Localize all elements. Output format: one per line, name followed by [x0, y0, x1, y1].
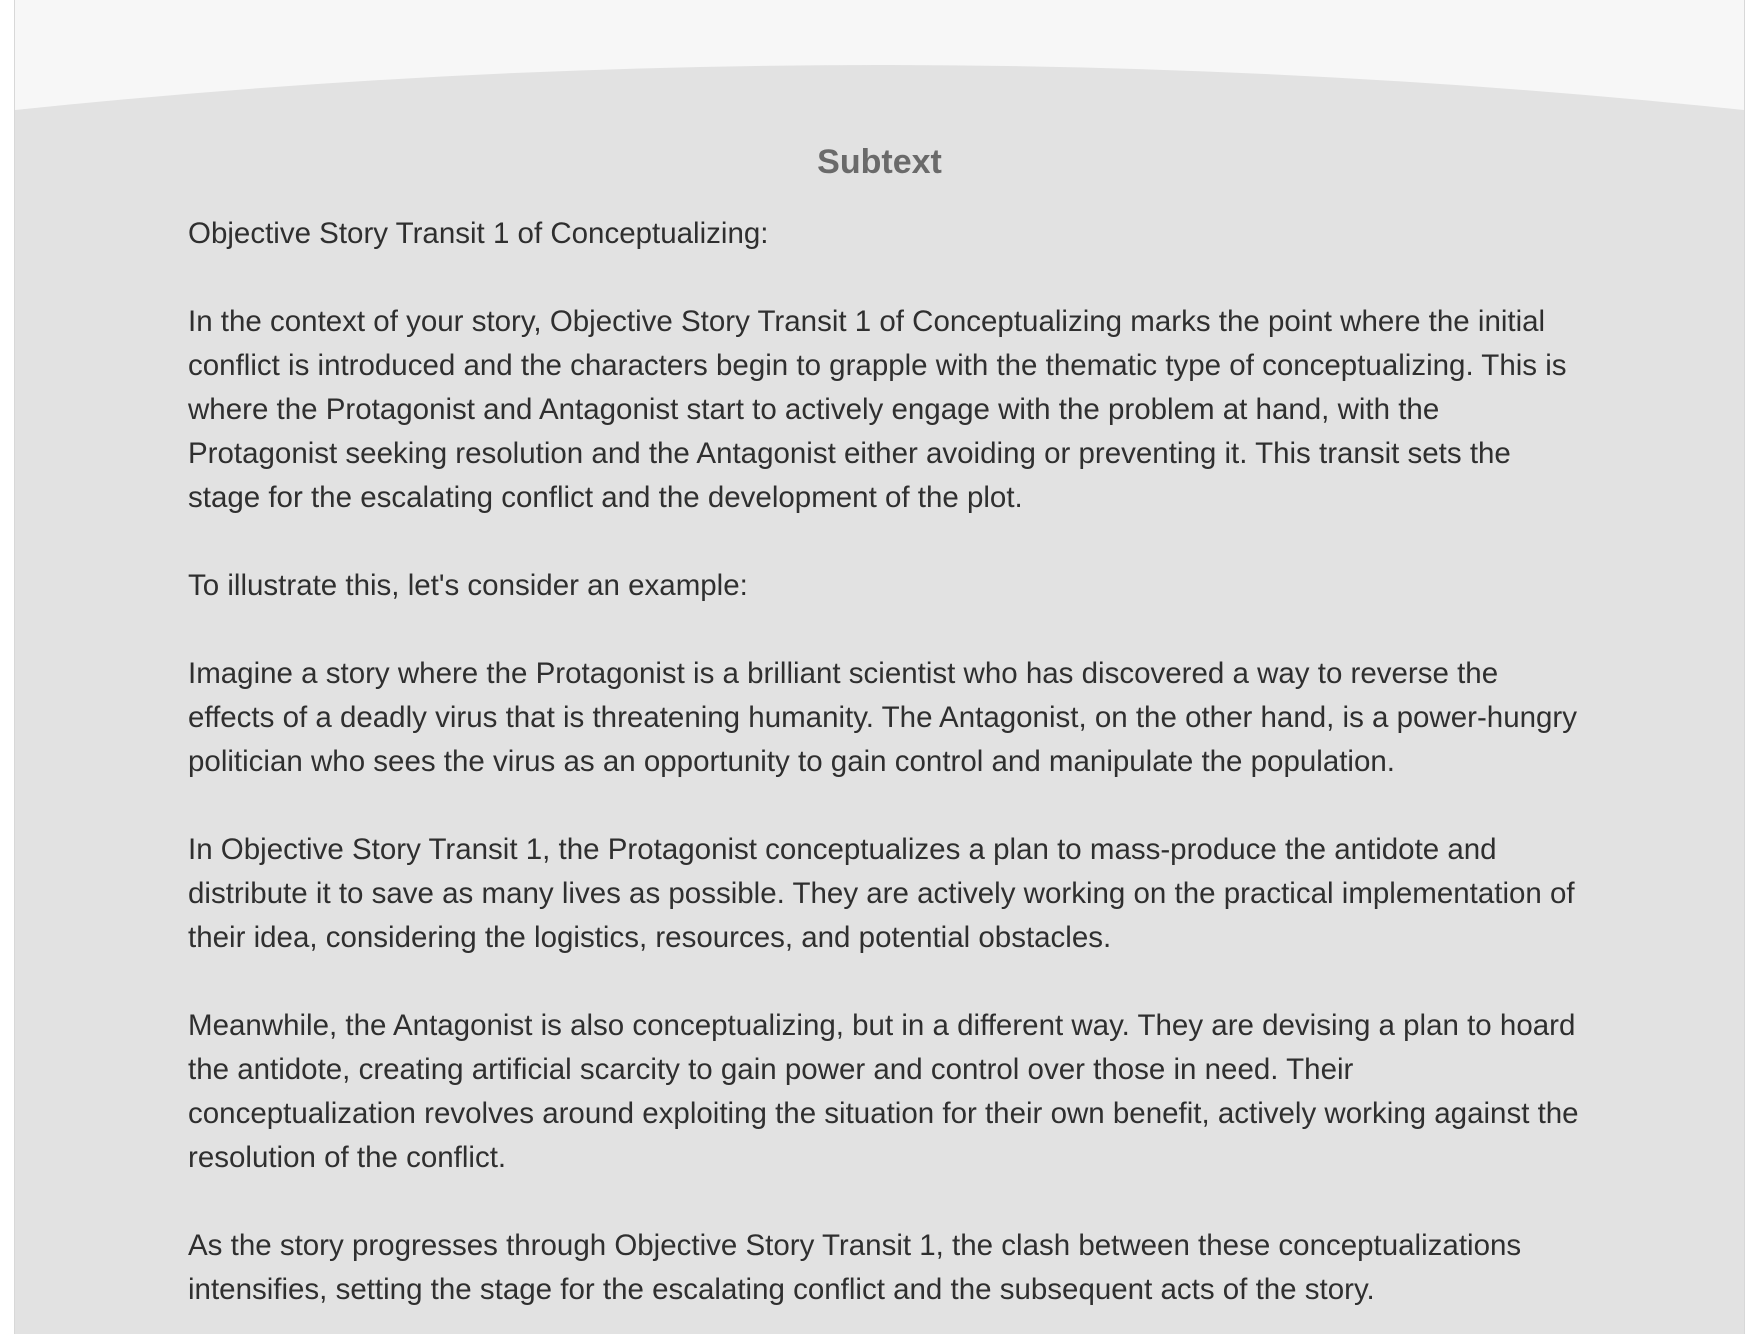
section-title: Subtext — [817, 143, 942, 181]
paragraph: Meanwhile, the Antagonist is also conceptualizing, but in a different way. They are devising a plan to hoard the antidote, creating artificial scarcity to gain power and control over those in need. Their conceptualization revolves around exploiting the situation for their own benefit, actively working against the resolution of the conflict. — [188, 1009, 1579, 1174]
paragraph: As the story progresses through Objective Story Transit 1, the clash between these conceptualizations intensifies, setting the stage for the escalating conflict and the subsequent acts of the story. — [188, 1229, 1522, 1306]
paragraph-heading: Objective Story Transit 1 of Conceptualizing: — [188, 217, 769, 250]
paragraph: To illustrate this, let's consider an example: — [188, 569, 748, 602]
page-frame — [14, 0, 1745, 1334]
subtext-body — [188, 212, 1588, 1334]
paragraph: In the context of your story, Objective Story Transit 1 of Conceptualizing marks the point where the initial conflict is introduced and the characters begin to grapple with the thematic type of conceptualizing. This is where the Protagonist and Antagonist start to actively engage with the problem at hand, with the Protagonist seeking resolution and the Antagonist either avoiding or preventing it. This transit sets the stage for the escalating conflict and the development of the plot. — [188, 305, 1567, 514]
subtext-panel — [15, 0, 1744, 1334]
paragraph: Imagine a story where the Protagonist is a brilliant scientist who has discovered a way to reverse the effects of a deadly virus that is threatening humanity. The Antagonist, on the other hand, is a power-hungry politician who sees the virus as an opportunity to gain control and manipulate the population. — [188, 657, 1577, 778]
paragraph: In Objective Story Transit 1, the Protagonist conceptualizes a plan to mass-produce the antidote and distribute it to save as many lives as possible. They are actively working on the practical implementation of their idea, considering the logistics, resources, and potential obstacles. — [188, 833, 1575, 954]
